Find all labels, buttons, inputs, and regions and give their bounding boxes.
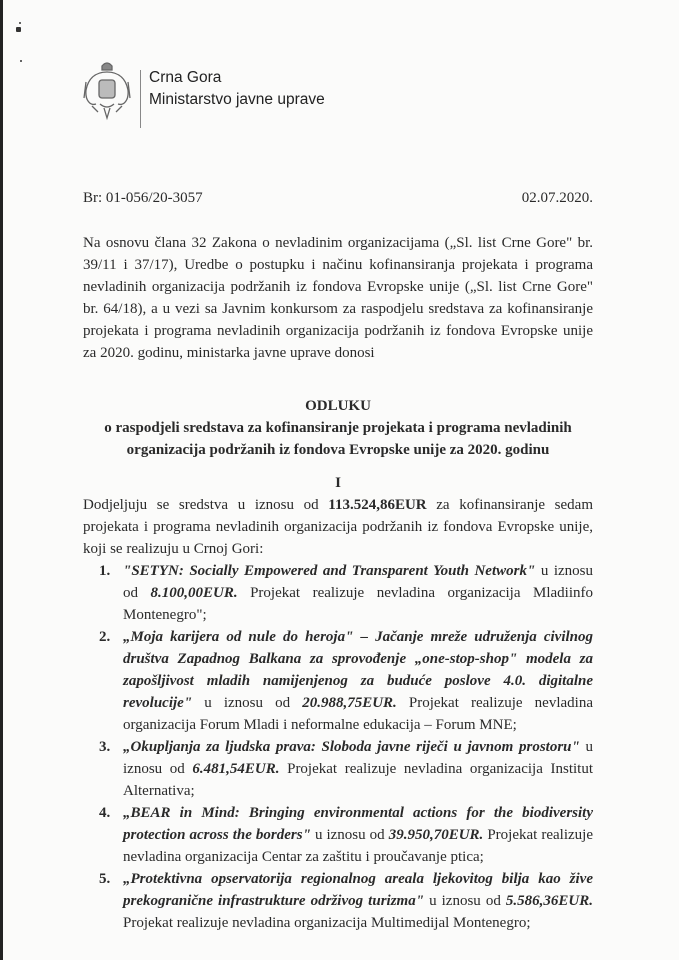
list-item bbox=[83, 560, 593, 626]
scan-edge bbox=[0, 0, 3, 960]
document-subtitle-line1: o raspodjeli sredstava za kofinansiranje projekata i programa nevladinih bbox=[104, 420, 572, 436]
item-text: u iznosu od bbox=[123, 739, 593, 777]
project-title: "SETYN: Socially Empowered and Transparent Youth Network" bbox=[123, 563, 536, 579]
item-number: 2. bbox=[99, 629, 111, 645]
project-amount: 39.950,70EUR. bbox=[388, 827, 484, 843]
item-text: u iznosu od bbox=[123, 563, 593, 601]
section-numeral: I bbox=[335, 475, 341, 491]
item-text: u iznosu od bbox=[192, 695, 303, 711]
item-text: u iznosu od bbox=[424, 893, 506, 909]
document-date: 02.07.2020. bbox=[521, 190, 593, 206]
item-number: 1. bbox=[99, 563, 111, 579]
scan-speck bbox=[20, 60, 22, 62]
project-title: „BEAR in Mind: Bringing environmental actions for the biodiversity protection across the borders" bbox=[123, 805, 593, 843]
item-text: Projekat realizuje nevladina organizacija Centar za zaštitu i proučavanje ptica; bbox=[123, 827, 593, 865]
list-item bbox=[83, 626, 593, 736]
project-amount: 5.586,36EUR. bbox=[505, 893, 593, 909]
project-title: „Moja karijera od nule do heroja" – Jačanje mreže udruženja civilnog društva Zapadnog Balkana za sprovođenje „one-stop-shop" modela za zapošljivost mladih namijenjenog za buduće poslove 4.0. digitalne revolucije" bbox=[123, 629, 593, 711]
preamble: Na osnovu člana 32 Zakona o nevladinim organizacijama („Sl. list Crne Gore" br. 39/11 i 37/17), Uredbe o postupku i načinu kofinansiranja projekata i programa nevladinih organizacija podržanih iz fondova Evropske unije („Sl. list Crne Gore" br. 64/18), a u vezi sa Javnim konkursom za raspodjelu sredstava za kofinansiranje projekata i programa nevladinih organizacija podržanih iz fondova Evropske unije za 2020. godinu, ministarka javne uprave donosi bbox=[83, 235, 593, 361]
item-text: Projekat realizuje nevladina organizacija Multimedijal Montenegro; bbox=[123, 915, 531, 931]
document-title: ODLUKU bbox=[305, 398, 371, 414]
list-item bbox=[83, 736, 593, 802]
intro-text: za kofinansiranje sedam projekata i programa nevladinih organizacija podržanih iz fondova Evropske unije, koji se realizuju u Crnoj Gori: bbox=[83, 497, 593, 557]
reference-number: Br: 01-056/20-3057 bbox=[83, 190, 203, 206]
country-name: Crna Gora bbox=[149, 69, 222, 86]
project-amount: 6.481,54EUR. bbox=[192, 761, 280, 777]
montenegro-coat-of-arms-icon bbox=[82, 60, 132, 122]
item-text: Projekat realizuje nevladina organizacija Mladiinfo Montenegro"; bbox=[123, 585, 593, 623]
project-amount: 8.100,00EUR. bbox=[150, 585, 238, 601]
item-number: 5. bbox=[99, 871, 111, 887]
item-number: 3. bbox=[99, 739, 111, 755]
list-item bbox=[83, 868, 593, 934]
scan-speck bbox=[19, 22, 21, 24]
document-subtitle-line2: organizacija podržanih iz fondova Evropske unije za 2020. godinu bbox=[126, 442, 550, 458]
header-divider bbox=[140, 70, 141, 128]
project-amount: 20.988,75EUR. bbox=[302, 695, 397, 711]
scan-speck bbox=[16, 27, 21, 32]
intro-text: Dodjeljuju se sredstva u iznosu od bbox=[83, 497, 329, 513]
project-title: „Protektivna opservatorija regionalnog areala ljekovitog bilja kao žive prekogranične infrastrukture održivog turizma" bbox=[123, 871, 593, 909]
section-intro bbox=[83, 494, 593, 560]
item-number: 4. bbox=[99, 805, 111, 821]
project-title: „Okupljanja za ljudska prava: Sloboda javne riječi u javnom prostoru" bbox=[123, 739, 580, 755]
ministry-name: Ministarstvo javne uprave bbox=[149, 91, 325, 108]
project-list bbox=[83, 560, 593, 934]
item-text: Projekat realizuje nevladina organizacija Forum Mladi i neformalne edukacija – Forum MNE; bbox=[123, 695, 593, 733]
item-text: u iznosu od bbox=[310, 827, 389, 843]
list-item bbox=[83, 802, 593, 868]
total-amount: 113.524,86EUR bbox=[328, 497, 427, 513]
item-text: Projekat realizuje nevladina organizacija Institut Alternativa; bbox=[123, 761, 593, 799]
